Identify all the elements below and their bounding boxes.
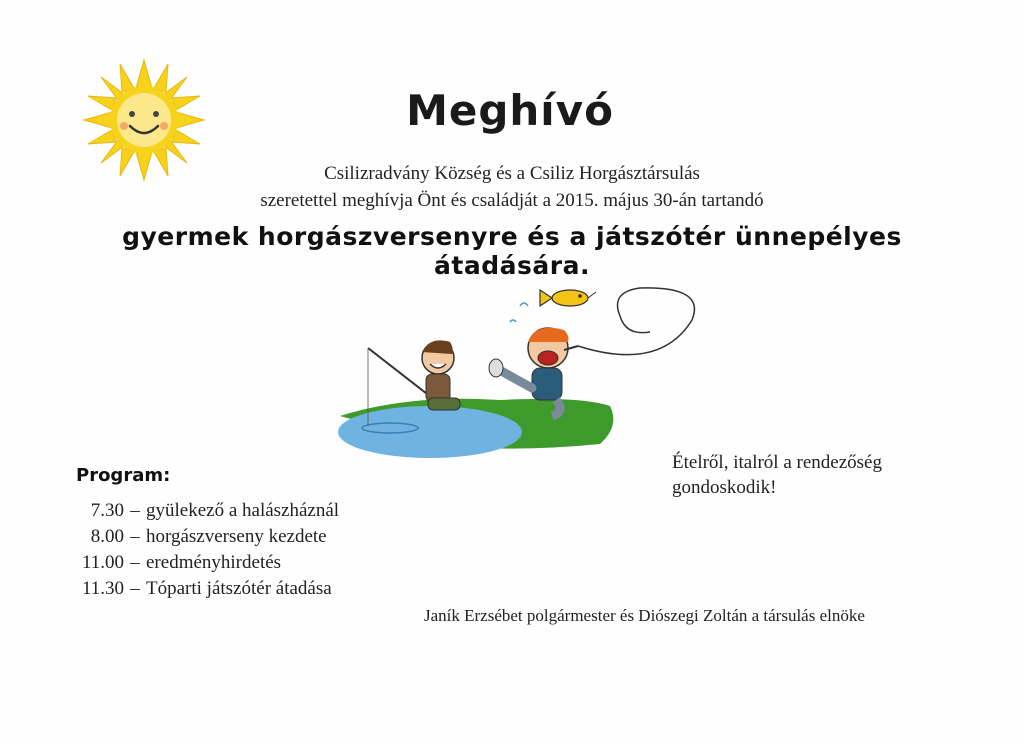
kids-fishing-illustration	[320, 276, 720, 466]
program-text: gyülekező a halászháznál	[146, 500, 340, 521]
program-item	[72, 550, 339, 576]
catering-line-1: Ételről, italról a rendezőség	[672, 452, 882, 473]
program-time: 11.00	[81, 552, 124, 573]
page-title: Meghívó	[406, 86, 614, 135]
program-list	[72, 498, 339, 602]
event-headline: gyermek horgászversenyre és a játszótér ünnepélyes átadására.	[122, 222, 902, 280]
intro-text	[150, 160, 874, 214]
program-time: 11.30	[81, 578, 124, 599]
program-text: eredményhirdetés	[146, 552, 282, 573]
program-item	[72, 524, 339, 550]
intro-line-2: szeretettel meghívja Önt és családját a 2015. május 30-án tartandó	[260, 190, 764, 211]
program-separator: –	[130, 578, 140, 599]
signature: Janík Erzsébet polgármester és Diószegi Zoltán a társulás elnöke	[424, 606, 865, 625]
program-text: horgászverseny kezdete	[146, 526, 327, 547]
program-separator: –	[130, 526, 140, 547]
catering-line-2: gondoskodik!	[672, 477, 777, 498]
program-separator: –	[130, 552, 140, 573]
program-time: 7.30	[90, 500, 124, 521]
program-item	[72, 576, 339, 602]
intro-line-1: Csilizradvány Község és a Csiliz Horgásztársulás	[324, 163, 700, 184]
program-title: Program:	[76, 465, 171, 486]
program-text: Tóparti játszótér átadása	[146, 578, 332, 599]
program-item	[72, 498, 339, 524]
program-separator: –	[130, 500, 140, 521]
catering-note	[672, 450, 942, 500]
program-time: 8.00	[90, 526, 124, 547]
